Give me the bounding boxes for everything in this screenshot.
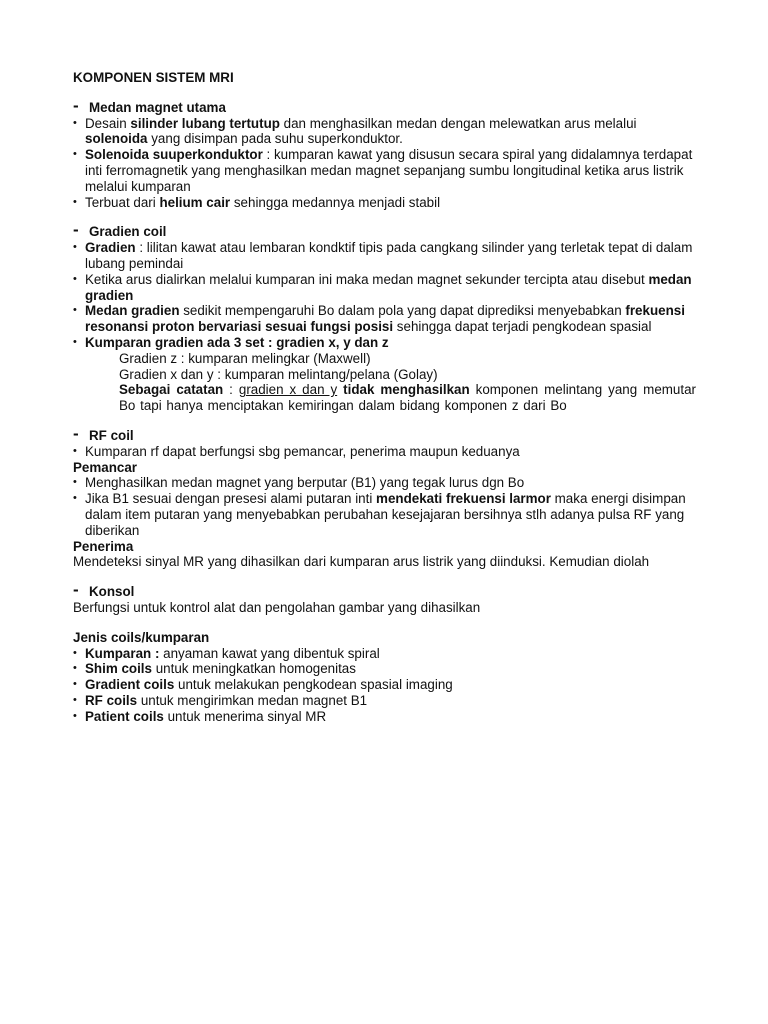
list-item <box>73 116 696 148</box>
list-item: • Kumparan rf dapat berfungsi sbg pemancar, penerima maupun keduanya <box>73 444 696 460</box>
bold-term: Kumparan : <box>85 645 160 661</box>
text-run: dan menghasilkan medan dengan melewatkan arus melalui <box>279 115 637 131</box>
text-run: anyaman kawat yang dibentuk spiral <box>159 645 380 661</box>
list-item <box>73 677 696 693</box>
penerima-text: Mendeteksi sinyal MR yang dihasilkan dari kumparan arus listrik yang diinduksi. Kemudian diolah <box>73 554 650 570</box>
list-item <box>73 491 696 538</box>
section-heading-text: RF coil <box>89 427 134 443</box>
bold-term: Solenoida suuperkonduktor <box>85 147 263 163</box>
text-run: : <box>223 382 239 398</box>
bold-term: medan gradien <box>85 271 692 303</box>
list-item <box>73 646 696 662</box>
list-item <box>73 303 696 335</box>
bold-term: helium cair <box>159 194 231 210</box>
bold-term: RF coils <box>85 692 138 708</box>
note-paragraph <box>73 382 696 414</box>
bold-term: Sebagai catatan <box>119 382 224 398</box>
list-item <box>73 335 696 351</box>
text-run: : kumparan kawat yang disusun secara spiral yang didalamnya terdapat inti ferromagnetik yang menghasilkan medan magnet sepanjang sumbu longitudinal ketika arus listrik melalui kumparan <box>85 147 693 194</box>
dash-marker: - <box>73 580 79 600</box>
bold-term: silinder lubang tertutup <box>130 115 280 131</box>
section-heading-konsol <box>73 580 696 600</box>
bold-term: Medan gradien <box>85 303 180 319</box>
section-heading-medan-magnet <box>73 95 696 116</box>
sub-item-gradien-xy: Gradien x dan y : kumparan melintang/pelana (Golay) <box>119 366 438 382</box>
document-body <box>73 70 696 724</box>
section-heading-gradien-coil <box>73 220 696 240</box>
list-item <box>73 195 696 211</box>
bold-term: frekuensi resonansi proton bervariasi sesuai fungsi posisi <box>85 303 685 335</box>
bold-term: mendekati frekuensi larmor <box>376 491 551 507</box>
list-item <box>73 240 696 272</box>
section-heading-text: Konsol <box>89 584 135 600</box>
section-heading-text: Medan magnet utama <box>89 99 226 115</box>
bullet-list <box>73 475 696 538</box>
bold-term: Gradien <box>85 240 136 256</box>
text-run: maka energi disimpan dalam item putaran yang menyebabkan perubahan kesejajaran bersihnya stlh adanya pulsa RF yang diberikan <box>85 491 686 538</box>
section-heading-jenis-coils: Jenis coils/kumparan <box>73 629 210 645</box>
text-run: sedikit mempengaruhi Bo dalam pola yang dapat diprediksi menyebabkan <box>179 303 626 319</box>
list-item <box>73 661 696 677</box>
dash-marker: - <box>73 423 79 443</box>
document-title: KOMPONEN SISTEM MRI <box>73 70 234 85</box>
dash-marker: - <box>73 220 79 240</box>
text-run: untuk meningkatkan homogenitas <box>151 661 356 677</box>
dash-marker: - <box>73 95 79 115</box>
text-run: Desain <box>85 115 131 131</box>
sub-item-gradien-z: Gradien z : kumparan melingkar (Maxwell) <box>119 350 371 366</box>
text-run: Ketika arus dialirkan melalui kumparan ini maka medan magnet sekunder tercipta atau disebut <box>85 271 649 287</box>
subheading-pemancar: Pemancar <box>73 459 138 475</box>
underlined-term: gradien x dan y <box>238 382 338 398</box>
list-item <box>73 272 696 304</box>
bold-term: Shim coils <box>85 661 152 677</box>
bold-term: Kumparan gradien ada 3 set : gradien x, y dan z <box>85 334 389 350</box>
bullet-list <box>73 116 696 211</box>
subheading-penerima: Penerima <box>73 538 134 554</box>
bold-term: tidak menghasilkan <box>343 382 470 398</box>
list-item <box>73 147 696 194</box>
bullet-list <box>73 444 696 460</box>
text-run: Jika B1 sesuai dengan presesi alami putaran inti <box>85 491 377 507</box>
konsol-text: Berfungsi untuk kontrol alat dan pengolahan gambar yang dihasilkan <box>73 599 481 615</box>
text-run: Terbuat dari <box>85 194 160 210</box>
section-heading-text: Gradien coil <box>89 224 167 240</box>
text-run: untuk melakukan pengkodean spasial imaging <box>174 677 453 693</box>
bold-term: solenoida <box>85 131 148 147</box>
bullet-list <box>73 240 696 351</box>
text-run: untuk menerima sinyal MR <box>163 708 327 724</box>
list-item <box>73 693 696 709</box>
list-item <box>73 709 696 725</box>
section-heading-rf-coil <box>73 423 696 444</box>
text-run: sehingga medannya menjadi stabil <box>230 194 441 210</box>
text-run: sehingga dapat terjadi pengkodean spasial <box>393 319 652 335</box>
text-run: yang disimpan pada suhu superkonduktor. <box>147 131 403 147</box>
bold-term: Patient coils <box>85 708 164 724</box>
list-item: • Menghasilkan medan magnet yang berputar (B1) yang tegak lurus dgn Bo <box>73 475 696 491</box>
text-run: : lilitan kawat atau lembaran kondktif tipis pada cangkang silinder yang terletak tepat di dalam lubang pemindai <box>85 240 693 271</box>
text-run: komponen melintang yang memutar Bo tapi hanya menciptakan kemiringan dalam bidang komponen z dari Bo <box>119 382 696 414</box>
text-run: untuk mengirimkan medan magnet B1 <box>137 692 368 708</box>
coil-types-list <box>73 646 696 725</box>
bold-term: Gradient coils <box>85 677 175 693</box>
